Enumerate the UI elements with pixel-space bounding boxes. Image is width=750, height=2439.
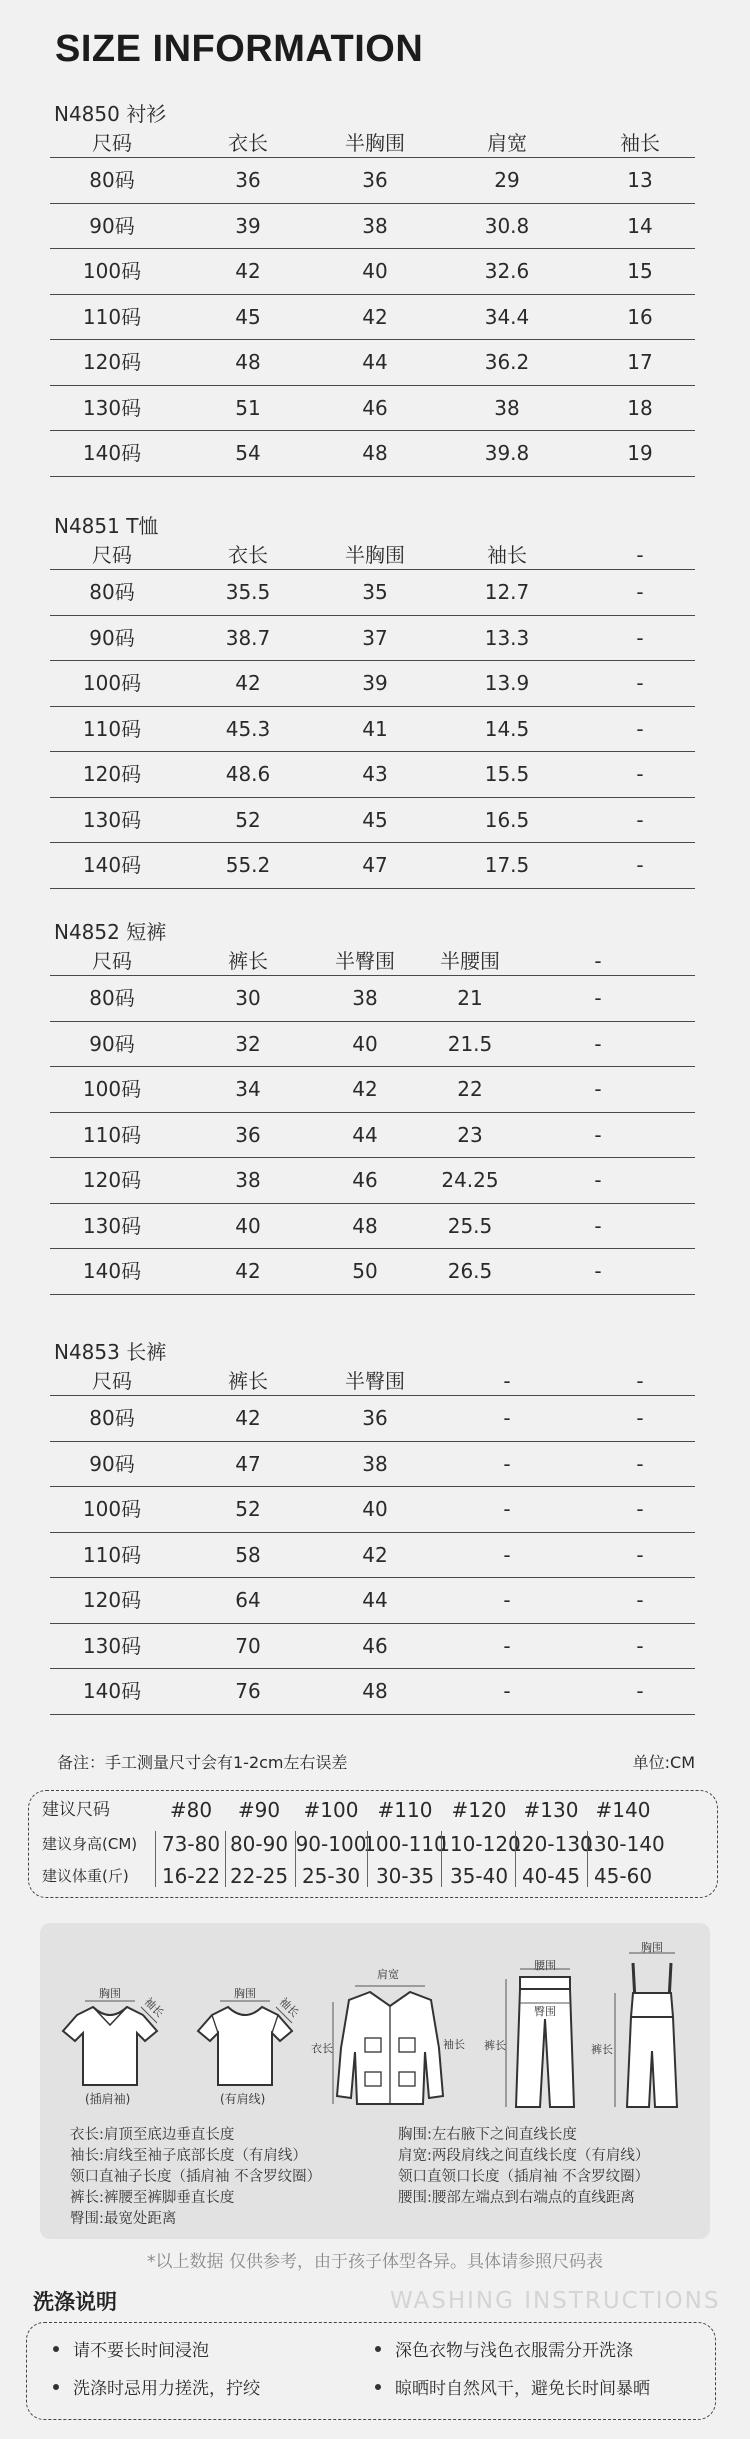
table-cell: 48 (352, 1213, 378, 1238)
table-cell: 80码 (89, 986, 135, 1010)
table-cell: 48.6 (225, 762, 271, 786)
table-cell: 18 (627, 395, 653, 420)
table-cell: 38.7 (225, 625, 271, 650)
table-cell: 120码 (82, 1168, 142, 1192)
table-cell: 32.6 (484, 259, 530, 283)
recommend-height-row (29, 1829, 717, 1859)
table-cell: 140码 (82, 853, 142, 877)
table-header-cell: 袖长 (620, 131, 660, 155)
table-cell: - (503, 1451, 511, 1476)
shirt-icon (325, 1978, 455, 2108)
table-cell: 44 (352, 1122, 378, 1147)
recommend-weights-cell: 40-45 (521, 1864, 581, 1888)
table-cell: 46 (352, 1168, 378, 1192)
table-row (50, 340, 695, 386)
recommend-heights-cell: 120-130 (509, 1832, 593, 1856)
table-cell: 38 (352, 986, 378, 1010)
table-cell: - (636, 580, 644, 604)
table-cell: 130码 (82, 1213, 142, 1238)
table-cell: - (503, 1588, 511, 1612)
table-title: N4852 短裤 (54, 920, 167, 944)
table-cell: 17 (627, 350, 653, 374)
washing-item: 晾晒时自然风干，避免长时间暴晒 (375, 2377, 650, 2401)
table-row (50, 158, 695, 204)
table-header-cell: 裤长 (228, 1369, 268, 1393)
table-cell: 32 (235, 1031, 261, 1056)
table-cell: 16 (627, 304, 653, 329)
table-cell: 38 (362, 213, 388, 238)
table-row (50, 1442, 695, 1488)
table-cell: 21.5 (447, 1031, 493, 1056)
table-header-cell: 半胸围 (345, 543, 405, 567)
table-cell: 120码 (82, 350, 142, 374)
recommend-sizes-cell: #120 (451, 1798, 507, 1822)
guide-right-line: 肩宽:两段肩线之间直线长度（有肩线） (398, 2148, 650, 2164)
table-cell: 120码 (82, 762, 142, 786)
table-cell: 52 (235, 807, 261, 832)
table-cell: 13.3 (484, 625, 530, 650)
fig1-caption: (插肩袖) (85, 2092, 131, 2106)
recommend-size-row (29, 1795, 717, 1825)
table-cell: - (636, 716, 644, 741)
table-cell: - (503, 1406, 511, 1430)
table-cell: 80码 (89, 580, 135, 604)
table-cell: 90码 (89, 625, 135, 650)
recommend-sizes-cell: #90 (237, 1798, 281, 1822)
table-cell: 38 (494, 395, 520, 420)
table-row (50, 295, 695, 341)
guide-left-line: 袖长:肩线至袖子底部长度（有肩线） (70, 2148, 307, 2164)
fig2-sleeve-label: 袖长 (276, 1995, 302, 2020)
table-cell: 42 (235, 1259, 261, 1283)
recommend-heights-cell: 90-100 (295, 1832, 367, 1856)
table-cell: - (636, 1588, 644, 1612)
tshirt-shoulder-figure (190, 1987, 302, 2106)
table-header-cell: - (636, 543, 644, 567)
table-cell: 55.2 (225, 853, 271, 877)
guide-left-line: 衣长:肩顶至底边垂直长度 (70, 2127, 235, 2143)
recommend-heights-cell: 110-120 (437, 1832, 521, 1856)
table-cell: 52 (235, 1497, 261, 1521)
table-cell: 41 (362, 716, 388, 741)
recommend-heights-cell: 100-110 (363, 1832, 447, 1856)
recommend-sizes-cell: #140 (595, 1798, 651, 1822)
recommend-sizes-cell: #110 (377, 1798, 433, 1822)
table-cell: 15 (627, 259, 653, 283)
table-cell: - (636, 625, 644, 650)
table-header-cell: 衣长 (228, 543, 268, 567)
table-cell: 17.5 (484, 853, 530, 877)
table-cell: 48 (362, 441, 388, 465)
guide-right-line: 胸围:左右腋下之间直线长度 (398, 2127, 577, 2143)
table-header-row (50, 128, 695, 158)
table-cell: 15.5 (484, 762, 530, 786)
recommend-weights-cell: 22-25 (229, 1864, 289, 1888)
table-cell: 35 (362, 580, 388, 604)
table-cell: 36 (362, 168, 388, 192)
table-cell: 34.4 (484, 304, 530, 329)
recommend-sizes-cell: #80 (169, 1798, 213, 1822)
recommend-weights-cell: 25-30 (301, 1864, 361, 1888)
washing-box (26, 2322, 716, 2420)
table-cell: 36 (235, 168, 261, 192)
table-title: N4851 T恤 (54, 514, 159, 538)
table-cell: 36.2 (484, 350, 530, 374)
pants-hip-label: 臀围 (534, 2005, 556, 2018)
washing-item: 深色衣物与浅色衣服需分开洗涤 (375, 2339, 633, 2363)
recommend-sizes-cell: #100 (303, 1798, 359, 1822)
table-cell: 29 (494, 168, 520, 192)
fig2-caption: (有肩线) (220, 2092, 266, 2106)
fig1-chest-label: 胸围 (99, 1987, 121, 2000)
table-cell: 19 (627, 441, 653, 465)
table-cell: 130码 (82, 807, 142, 832)
table-cell: - (636, 1633, 644, 1658)
recommend-heights-cell: 130-140 (581, 1832, 665, 1856)
table-cell: 39 (235, 213, 261, 238)
shirt-length-label: 衣长 (311, 2042, 333, 2055)
table-cell: 40 (362, 1497, 388, 1521)
table-cell: 30.8 (484, 213, 530, 238)
table-cell: 38 (235, 1168, 261, 1192)
recommend-heights-cell: 80-90 (229, 1832, 289, 1856)
guide-left-line: 裤长:裤腰至裤脚垂直长度 (70, 2190, 235, 2206)
table-cell: 34 (235, 1077, 261, 1101)
table-row (50, 1578, 695, 1624)
table-cell: - (503, 1633, 511, 1658)
table-row (50, 661, 695, 707)
table-cell: 100码 (82, 1077, 142, 1101)
table-cell: 36 (362, 1406, 388, 1430)
guide-right-text (398, 2125, 649, 2209)
table-cell: 100码 (82, 1497, 142, 1521)
table-cell: 76 (235, 1679, 261, 1703)
table-cell: 14.5 (484, 716, 530, 741)
size-table (50, 918, 695, 1295)
pants-length-label: 裤长 (484, 2039, 506, 2052)
table-cell: 36 (235, 1122, 261, 1147)
guide-right-line: 腰围:腰部左端点到右端点的直线距离 (398, 2190, 635, 2206)
table-row (50, 976, 695, 1022)
recommend-height-label: 建议身高(CM) (42, 1835, 138, 1853)
table-cell: 90码 (89, 1031, 135, 1056)
guide-left-line: 臀围:最宽处距离 (70, 2211, 177, 2227)
table-cell: 110码 (82, 1542, 142, 1567)
table-cell: - (503, 1497, 511, 1521)
table-cell: 43 (362, 762, 388, 786)
table-cell: 40 (362, 259, 388, 283)
table-cell: - (594, 1259, 602, 1283)
table-header-row (50, 946, 695, 976)
grid-divider (155, 1831, 156, 1887)
table-header-cell: 半臀围 (335, 949, 395, 973)
table-cell: 90码 (89, 1451, 135, 1476)
table-row (50, 1249, 695, 1295)
table-cell: 14 (627, 213, 653, 238)
table-header-cell: 袖长 (487, 543, 527, 567)
table-cell: 54 (235, 441, 261, 465)
table-header-cell: 半胸围 (345, 131, 405, 155)
table-cell: 38 (362, 1451, 388, 1476)
table-cell: - (636, 853, 644, 877)
washing-title: 洗涤说明 (33, 2290, 117, 2314)
table-cell: - (594, 986, 602, 1010)
unit-label: 单位:CM (632, 1753, 695, 1772)
table-cell: - (594, 1122, 602, 1147)
guide-left-text (70, 2125, 321, 2230)
table-row (50, 1487, 695, 1533)
table-cell: 35.5 (225, 580, 271, 604)
recommend-size-label: 建议尺码 (42, 1800, 110, 1820)
fig1-sleeve-label: 袖长 (141, 1995, 167, 2020)
table-cell: 40 (352, 1031, 378, 1056)
table-cell: 13.9 (484, 671, 530, 695)
washing-item: 请不要长时间浸泡 (53, 2339, 209, 2363)
size-table (50, 512, 695, 889)
table-row (50, 1669, 695, 1715)
table-cell: 40 (235, 1213, 261, 1238)
table-cell: 21 (457, 986, 483, 1010)
pants-figure (484, 1959, 588, 2115)
table-row (50, 1533, 695, 1579)
table-cell: - (636, 1406, 644, 1430)
table-cell: - (636, 1497, 644, 1521)
table-header-cell: 尺码 (92, 949, 132, 973)
table-cell: 46 (362, 395, 388, 420)
table-row (50, 570, 695, 616)
table-row (50, 752, 695, 798)
table-row (50, 1624, 695, 1670)
table-row (50, 798, 695, 844)
table-cell: 13 (627, 168, 653, 192)
table-header-cell: - (503, 1369, 511, 1393)
table-cell: 90码 (89, 213, 135, 238)
table-cell: - (636, 1679, 644, 1703)
table-cell: 130码 (82, 395, 142, 420)
table-row (50, 1396, 695, 1442)
table-cell: 50 (352, 1259, 378, 1283)
overalls-figure (591, 1941, 695, 2115)
table-cell: - (636, 1451, 644, 1476)
table-row (50, 1113, 695, 1159)
table-cell: 100码 (82, 259, 142, 283)
table-cell: 120码 (82, 1588, 142, 1612)
table-cell: 51 (235, 395, 261, 420)
table-row (50, 386, 695, 432)
table-cell: 140码 (82, 441, 142, 465)
table-cell: 80码 (89, 1406, 135, 1430)
recommendation-box (28, 1790, 718, 1898)
table-cell: 46 (362, 1633, 388, 1658)
table-cell: - (636, 1542, 644, 1567)
washing-item: 洗涤时忌用力搓洗，拧绞 (53, 2377, 260, 2401)
size-table (50, 1338, 695, 1715)
recommend-weights-cell: 35-40 (449, 1864, 509, 1888)
table-cell: - (594, 1168, 602, 1192)
table-header-cell: 裤长 (228, 949, 268, 973)
pants-icon (498, 1965, 588, 2115)
table-cell: - (503, 1679, 511, 1703)
overalls-chest-label: 胸围 (641, 1941, 663, 1954)
recommend-sizes-cell: #130 (523, 1798, 579, 1822)
table-header-cell: 半腰围 (440, 949, 500, 973)
table-cell: 70 (235, 1633, 261, 1658)
table-cell: 47 (362, 853, 388, 877)
table-cell: 44 (362, 1588, 388, 1612)
guide-left-line: 领口直袖子长度（插肩袖 不含罗纹圈） (70, 2169, 322, 2185)
table-title: N4853 长裤 (54, 1340, 167, 1364)
table-cell: 30 (235, 986, 261, 1010)
table-cell: 64 (235, 1588, 261, 1612)
table-row (50, 616, 695, 662)
table-header-cell: 衣长 (228, 131, 268, 155)
table-cell: 100码 (82, 671, 142, 695)
table-row (50, 204, 695, 250)
table-header-row (50, 540, 695, 570)
table-cell: 42 (235, 1406, 261, 1430)
table-row (50, 249, 695, 295)
table-cell: 24.25 (441, 1168, 499, 1192)
fig2-chest-label: 胸围 (234, 1987, 256, 2000)
grid-divider (587, 1831, 588, 1887)
table-header-cell: 尺码 (92, 543, 132, 567)
table-cell: 23 (457, 1122, 483, 1147)
table-row (50, 843, 695, 889)
table-cell: - (503, 1542, 511, 1567)
table-header-cell: - (636, 1369, 644, 1393)
table-cell: 12.7 (484, 580, 530, 604)
table-cell: 25.5 (447, 1213, 493, 1238)
page-title: SIZE INFORMATION (55, 28, 424, 70)
table-header-cell: 半臀围 (345, 1369, 405, 1393)
recommend-weights-cell: 30-35 (375, 1864, 435, 1888)
table-cell: 47 (235, 1451, 261, 1476)
table-cell: 45 (362, 807, 388, 832)
table-header-cell: 尺码 (92, 131, 132, 155)
tshirt-raglan-figure (55, 1987, 167, 2106)
overalls-icon (605, 1943, 695, 2115)
table-header-cell: 肩宽 (487, 131, 527, 155)
table-cell: 110码 (82, 716, 142, 741)
table-cell: 42 (352, 1077, 378, 1101)
table-cell: 26.5 (447, 1259, 493, 1283)
table-cell: 110码 (82, 1122, 142, 1147)
table-cell: 44 (362, 350, 388, 374)
recommend-heights-cell: 73-80 (161, 1832, 221, 1856)
size-table (50, 100, 695, 477)
recommend-weight-row (29, 1861, 717, 1891)
table-row (50, 1067, 695, 1113)
table-header-row (50, 1366, 695, 1396)
measurement-guide (40, 1923, 710, 2239)
table-row (50, 431, 695, 477)
pants-waist-label: 腰围 (534, 1959, 556, 1972)
recommend-weights-cell: 45-60 (593, 1864, 653, 1888)
table-cell: - (636, 762, 644, 786)
table-header-cell: - (594, 949, 602, 973)
table-row (50, 1158, 695, 1204)
grid-divider (295, 1831, 296, 1887)
table-cell: - (594, 1213, 602, 1238)
grid-divider (367, 1831, 368, 1887)
recommend-weights-cell: 16-22 (161, 1864, 221, 1888)
grid-divider (225, 1831, 226, 1887)
table-cell: 42 (235, 671, 261, 695)
table-cell: - (636, 671, 644, 695)
table-header-cell: 尺码 (92, 1369, 132, 1393)
grid-divider (441, 1831, 442, 1887)
table-cell: 39.8 (484, 441, 530, 465)
table-cell: 37 (362, 625, 388, 650)
table-cell: 58 (235, 1542, 261, 1567)
table-cell: 48 (235, 350, 261, 374)
table-cell: 140码 (82, 1259, 142, 1283)
table-cell: 45.3 (225, 716, 271, 741)
table-cell: 22 (457, 1077, 483, 1101)
table-cell: - (594, 1077, 602, 1101)
table-cell: 110码 (82, 304, 142, 329)
table-cell: 42 (362, 1542, 388, 1567)
guide-right-line: 领口直领口长度（插肩袖 不含罗纹圈） (398, 2169, 650, 2185)
disclaimer: *以上数据 仅供参考，由于孩子体型各异。具体请参照尺码表 (147, 2252, 603, 2272)
table-cell: 16.5 (484, 807, 530, 832)
table-row (50, 707, 695, 753)
table-cell: - (636, 807, 644, 832)
table-cell: - (594, 1031, 602, 1056)
recommend-weight-label: 建议体重(斤) (42, 1867, 129, 1885)
grid-divider (515, 1831, 516, 1887)
table-cell: 42 (235, 259, 261, 283)
table-cell: 42 (362, 304, 388, 329)
shirt-figure (311, 1968, 465, 2108)
table-title: N4850 衬衫 (54, 102, 167, 126)
table-cell: 130码 (82, 1633, 142, 1658)
measurement-note: 备注：手工测量尺寸会有1-2cm左右误差 (57, 1753, 348, 1772)
table-cell: 140码 (82, 1679, 142, 1703)
table-cell: 45 (235, 304, 261, 329)
overalls-length-label: 裤长 (591, 2043, 613, 2056)
table-cell: 80码 (89, 168, 135, 192)
table-row (50, 1022, 695, 1068)
shirt-sleeve-label: 袖长 (443, 2038, 465, 2051)
table-row (50, 1204, 695, 1250)
table-cell: 48 (362, 1679, 388, 1703)
shirt-shoulder-label: 肩宽 (377, 1968, 399, 1981)
washing-title-en: WASHING INSTRUCTIONS (390, 2288, 721, 2314)
table-cell: 39 (362, 671, 388, 695)
